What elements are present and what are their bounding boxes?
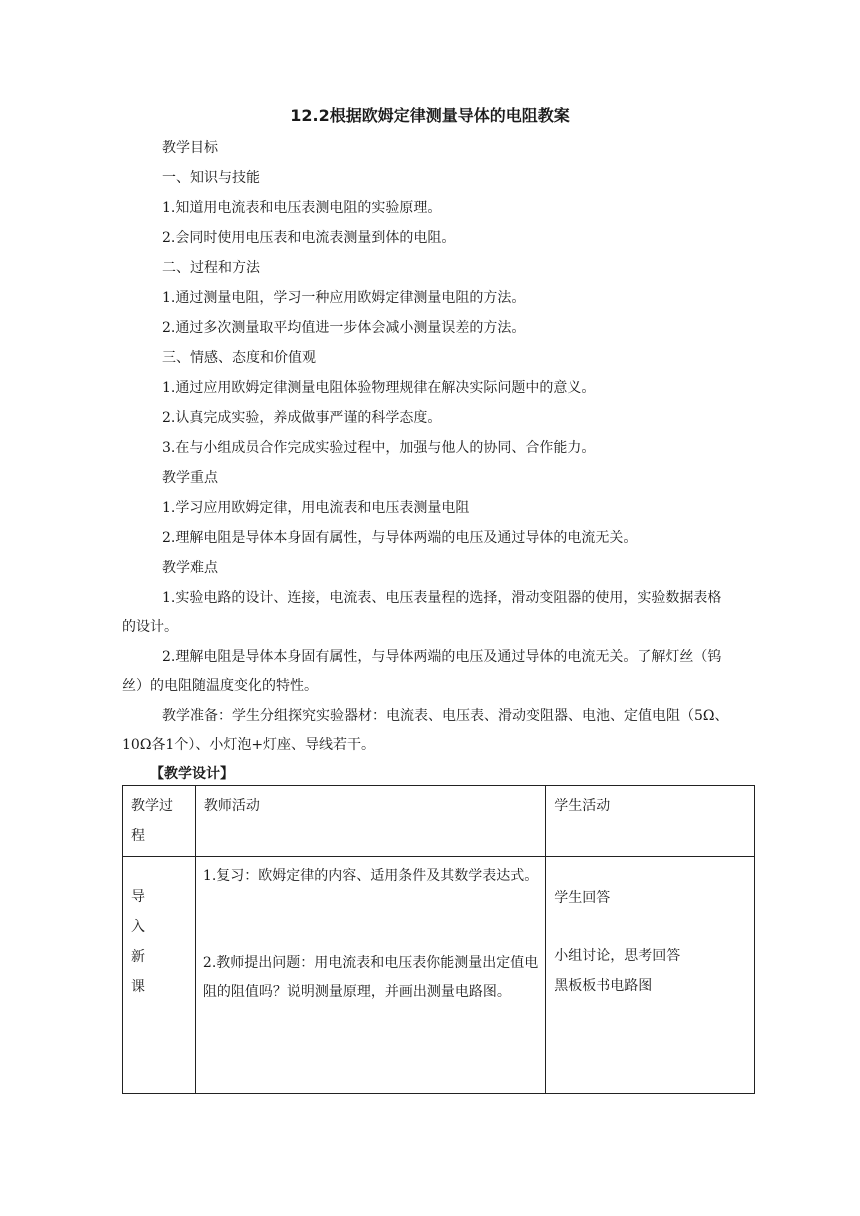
student-activity-1: 学生回答 xyxy=(554,890,611,906)
process-item-1: 1.通过测量电阻，学习一种应用欧姆定律测量电阻的方法。 xyxy=(162,290,526,306)
stage-cell xyxy=(123,857,196,1094)
difficulty-1: 1.实验电路的设计、连接，电流表、电压表量程的选择，滑动变阻器的使用，实验数据表格的设计。 xyxy=(122,590,722,635)
teacher-activity-cell xyxy=(195,857,545,1094)
document-body xyxy=(122,138,734,761)
stage-char: 新 xyxy=(131,949,145,965)
table-row xyxy=(123,857,755,1094)
teacher-activity-2: 2.教师提出问题：用电流表和电压表你能测量出定值电阻的阻值吗？说明测量原理，并画出测量电路图。 xyxy=(202,955,539,1000)
stage-char: 课 xyxy=(131,979,145,995)
process-method-heading: 二、过程和方法 xyxy=(162,260,260,276)
key-point-1: 1.学习应用欧姆定律，用电流表和电压表测量电阻 xyxy=(162,500,470,516)
teacher-activity-1: 1.复习：欧姆定律的内容、适用条件及其数学表达式。 xyxy=(202,868,539,884)
document-title: 12.2根据欧姆定律测量导体的电阻教案 xyxy=(290,106,570,125)
header-teacher-activity: 教师活动 xyxy=(195,786,545,857)
difficulty-2: 2.理解电阻是导体本身固有属性，与导体两端的电压及通过导体的电流无关。了解灯丝（钨丝）的电阻随温度变化的特性。 xyxy=(122,649,722,694)
key-point-2: 2.理解电阻是导体本身固有属性，与导体两端的电压及通过导体的电流无关。 xyxy=(162,530,638,546)
teaching-goals-heading: 教学目标 xyxy=(162,140,218,156)
key-points-heading: 教学重点 xyxy=(162,470,218,486)
attitude-heading: 三、情感、态度和价值观 xyxy=(162,350,316,366)
attitude-item-3: 3.在与小组成员合作完成实验过程中，加强与他人的协同、合作能力。 xyxy=(162,440,596,456)
header-student-activity: 学生活动 xyxy=(546,786,755,857)
stage-char: 导 xyxy=(131,889,145,905)
attitude-item-1: 1.通过应用欧姆定律测量电阻体验物理规律在解决实际问题中的意义。 xyxy=(162,380,596,396)
student-activity-2: 小组讨论，思考回答 xyxy=(554,948,681,964)
knowledge-skills-heading: 一、知识与技能 xyxy=(162,170,260,186)
attitude-item-2: 2.认真完成实验，养成做事严谨的科学态度。 xyxy=(162,410,442,426)
header-stage: 教学过程 xyxy=(123,786,196,857)
knowledge-item-1: 1.知道用电流表和电压表测电阻的实验原理。 xyxy=(162,200,442,216)
table-header-row xyxy=(123,786,755,857)
process-item-2: 2.通过多次测量取平均值进一步体会减小测量误差的方法。 xyxy=(162,320,526,336)
teaching-design-table xyxy=(122,785,755,1094)
stage-char: 入 xyxy=(131,919,145,935)
difficulties-heading: 教学难点 xyxy=(162,560,218,576)
student-activity-cell xyxy=(546,857,755,1094)
teaching-design-heading: 【教学设计】 xyxy=(150,766,234,782)
knowledge-item-2: 2.会同时使用电压表和电流表测量到体的电阻。 xyxy=(162,230,456,246)
teaching-preparation: 教学准备：学生分组探究实验器材：电流表、电压表、滑动变阻器、电池、定值电阻（5Ω、10Ω各1个）、小灯泡+灯座、导线若干。 xyxy=(122,708,729,753)
student-activity-3: 黑板板书电路图 xyxy=(554,978,653,994)
